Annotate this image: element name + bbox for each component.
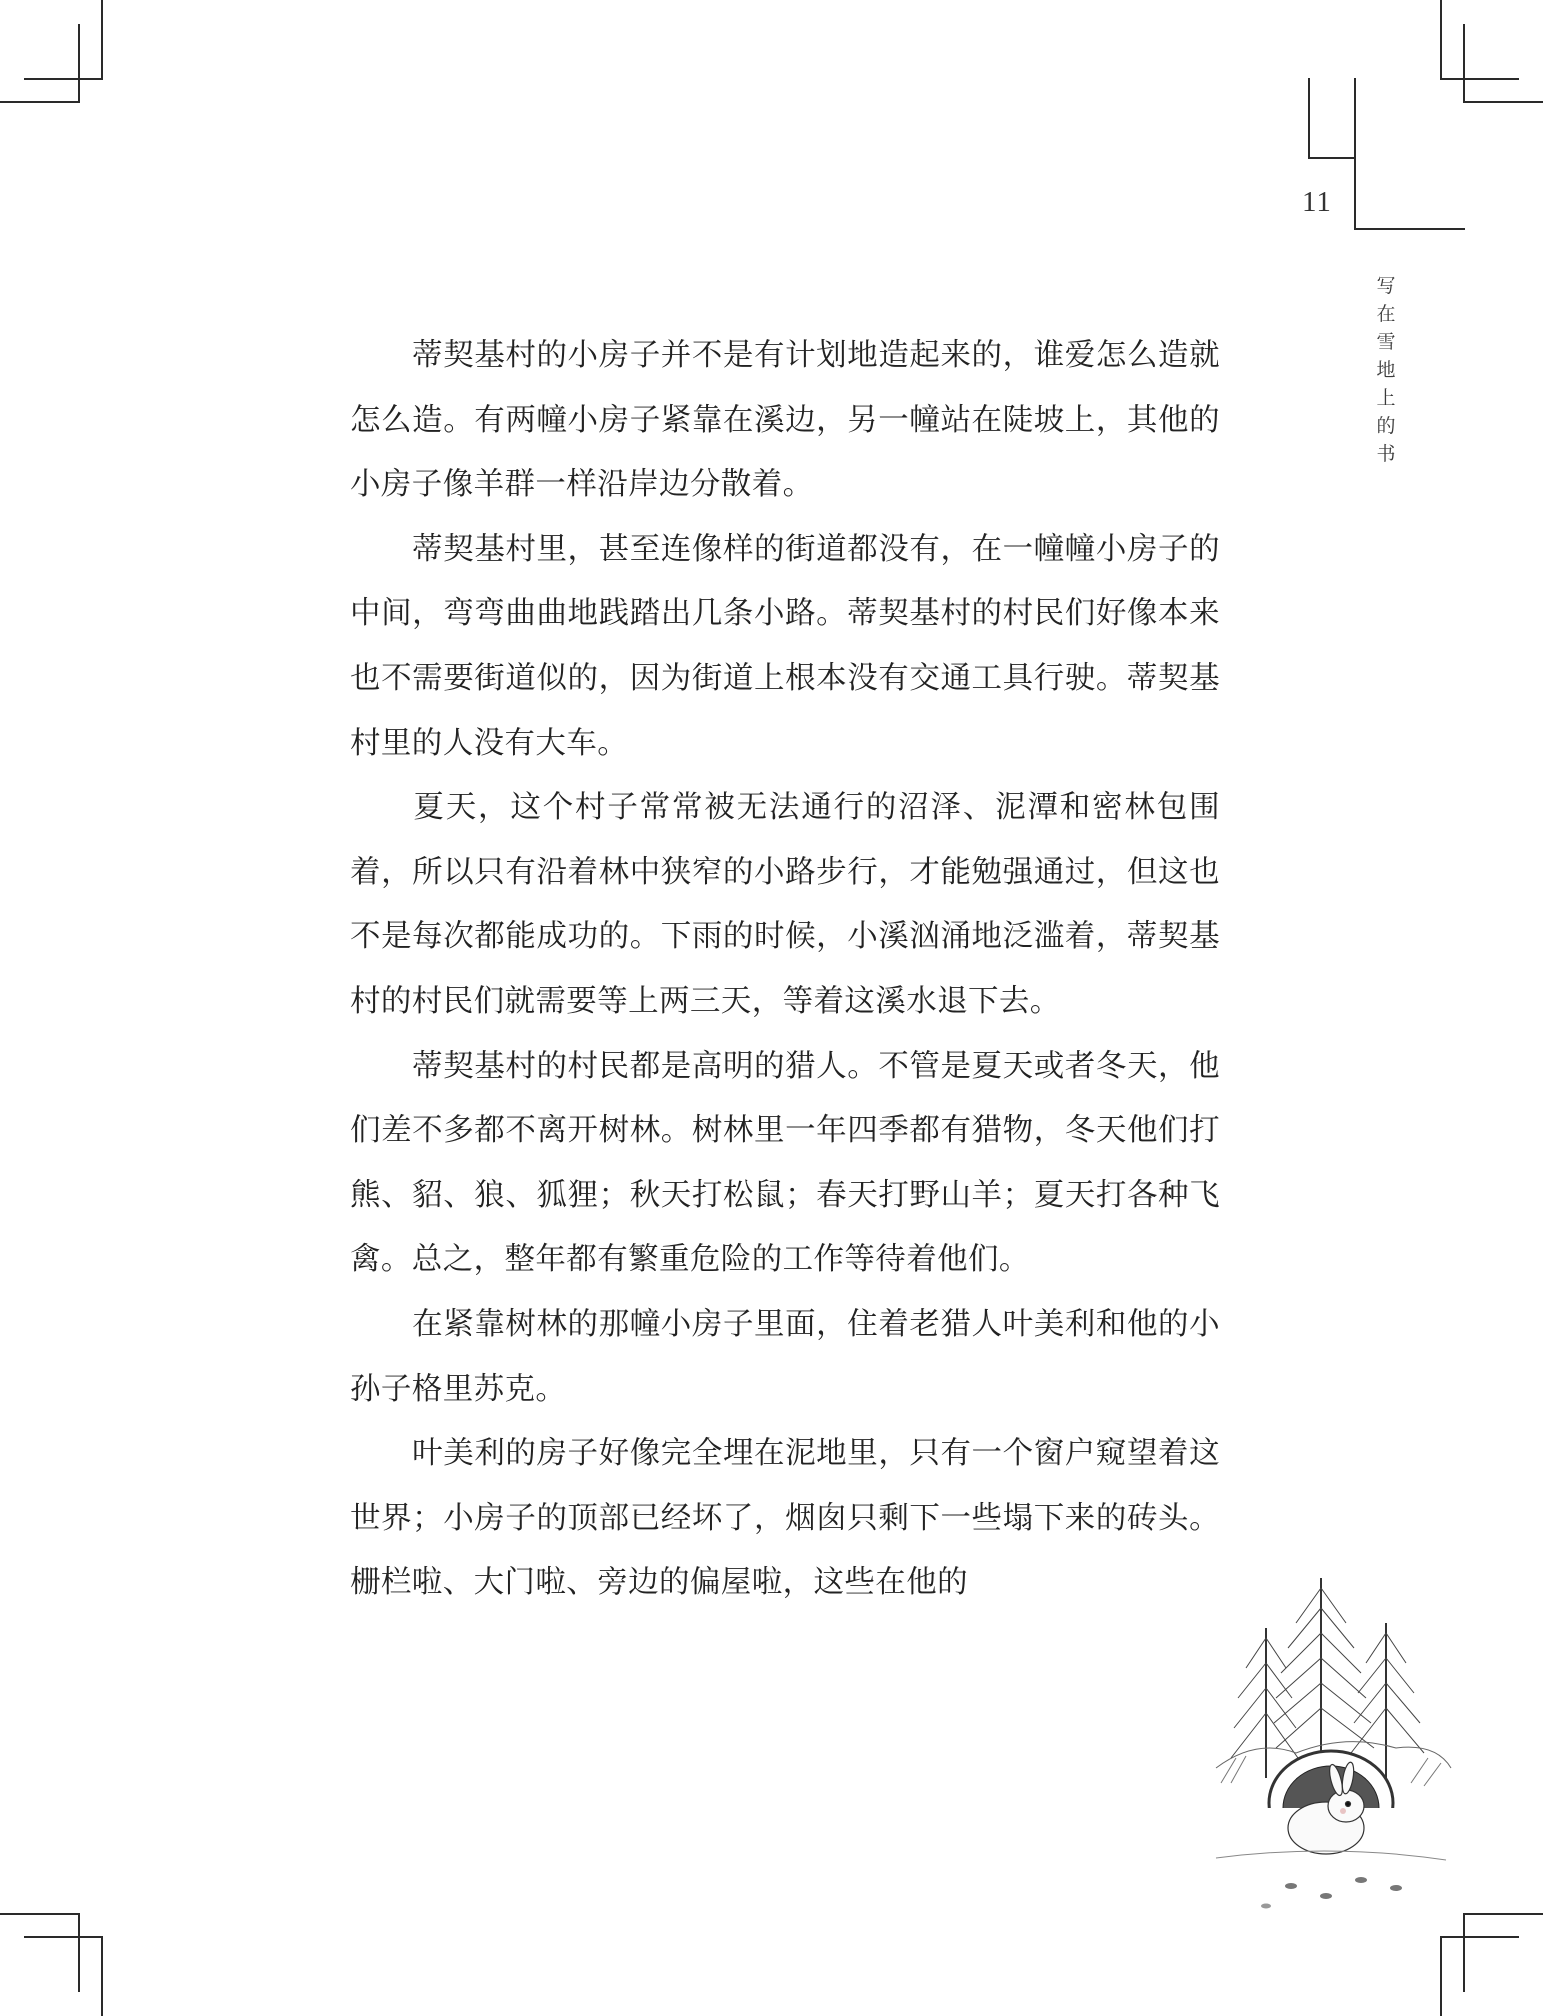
paragraph-3 [350, 776, 1220, 1034]
fir-tree-icon [1231, 1628, 1298, 1778]
header-frame-bottom-horizontal [1354, 228, 1465, 230]
text-line: 坡上，其他的小房子像羊群一样沿岸边分散着。 [350, 402, 1220, 503]
header-frame-left-horizontal [1308, 157, 1355, 159]
text-line: 滥着，蒂契基村的村民们就需要等上两三天，等着这溪水 [350, 919, 1220, 1019]
text-line: 么造就怎么造。有两幢小房子紧靠在溪边，另一幢站在陡 [350, 338, 1221, 438]
crop-mark-tl-inner-vertical [78, 24, 80, 103]
paragraph-4 [350, 1035, 1220, 1293]
crop-mark-br-inner-vertical [1440, 1936, 1442, 2016]
running-title [1374, 272, 1398, 468]
crop-mark-tl-outer-vertical [101, 0, 103, 79]
running-title-char: 雪 [1376, 331, 1396, 353]
running-title-char: 书 [1376, 443, 1396, 465]
header-frame-right-vertical [1354, 78, 1356, 230]
running-title-char: 在 [1376, 303, 1396, 325]
header-frame-left-vertical [1308, 78, 1310, 158]
text-line: 来的砖头。栅栏啦、大门啦、旁边的偏屋啦，这些在他的 [350, 1500, 1221, 1601]
text-line: 望着这世界；小房子的顶部已经坏了，烟囱只剩下一些塌下 [350, 1436, 1221, 1536]
crop-mark-bl-outer-vertical [78, 1913, 80, 1992]
body-text [350, 324, 1220, 1616]
running-title-char: 上 [1376, 387, 1396, 409]
text-line: 天，他们差不多都不离开树林。树林里一年四季都有猎物， [350, 1048, 1221, 1149]
text-line: 他的小孙子格里苏克。 [350, 1306, 1221, 1407]
crop-mark-tr-inner-vertical [1463, 24, 1465, 103]
running-title-char: 地 [1376, 359, 1396, 381]
text-line: 他们。 [937, 1242, 1030, 1278]
text-line: 蒂契基村的小房子并不是有计划地造起来的，谁爱怎 [412, 338, 1127, 373]
text-line: 冬天他们打熊、貂、狼、狐狸；秋天打松鼠；春天打野山羊； [350, 1113, 1221, 1213]
paragraph-5 [350, 1293, 1220, 1422]
running-title-char: 写 [1376, 275, 1396, 297]
crop-mark-br-outer-horizontal [1463, 1913, 1543, 1915]
fir-tree-icon [1274, 1578, 1374, 1758]
page-number: 11 [1302, 186, 1332, 218]
crop-mark-bl-inner-horizontal [24, 1936, 103, 1938]
crop-mark-bl-outer-horizontal [0, 1913, 80, 1915]
text-line: 通工具行驶。蒂契基村里的人没有大车。 [350, 660, 1220, 761]
crop-mark-br-outer-vertical [1463, 1913, 1465, 1992]
text-line: 但这也不是每次都能成功的。下雨的时候，小溪汹涌地泛 [350, 854, 1221, 955]
text-line: 叶美利的房子好像完全埋在泥地里，只有一个窗户窥 [412, 1436, 1127, 1472]
running-title-char: 的 [1376, 415, 1396, 437]
text-line: 在紧靠树林的那幢小房子里面，住着老猎人叶美利和 [412, 1306, 1127, 1342]
paragraph-6 [350, 1422, 1220, 1616]
crop-mark-tl-outer-horizontal [24, 78, 103, 80]
text-line: 蒂契基村的村民都是高明的猎人。不管是夏天或者冬 [412, 1048, 1127, 1084]
crop-mark-tl-inner-horizontal [0, 101, 80, 103]
text-line: 夏天，这个村子常常被无法通行的沼泽、泥潭和密林 [412, 790, 1157, 826]
text-line: 包围着，所以只有沿着林中狭窄的小路步行，才能勉强通过， [350, 790, 1220, 890]
text-line: 蒂契基村里，甚至连像样的街道都没有，在一幢幢小 [412, 531, 1127, 567]
crop-mark-tr-outer-horizontal [1440, 78, 1519, 80]
footprints-icon [1261, 1877, 1402, 1909]
text-line: 房子的中间，弯弯曲曲地践踏出几条小路。蒂契基村的村 [350, 531, 1221, 632]
crop-mark-bl-inner-vertical [101, 1936, 103, 2016]
paragraph-2 [350, 518, 1220, 776]
text-line: 民们好像本来也不需要街道似的，因为街道上根本没有交 [350, 596, 1220, 696]
text-line: 退下去。 [937, 983, 1061, 1019]
crop-mark-tr-outer-vertical [1440, 0, 1442, 79]
rabbit-illustration [1196, 1568, 1466, 1918]
crop-mark-br-inner-horizontal [1440, 1936, 1519, 1938]
paragraph-1 [350, 324, 1220, 518]
text-line: 夏天打各种飞禽。总之，整年都有繁重危险的工作等待着 [350, 1177, 1220, 1278]
crop-mark-tr-inner-horizontal [1463, 101, 1543, 103]
